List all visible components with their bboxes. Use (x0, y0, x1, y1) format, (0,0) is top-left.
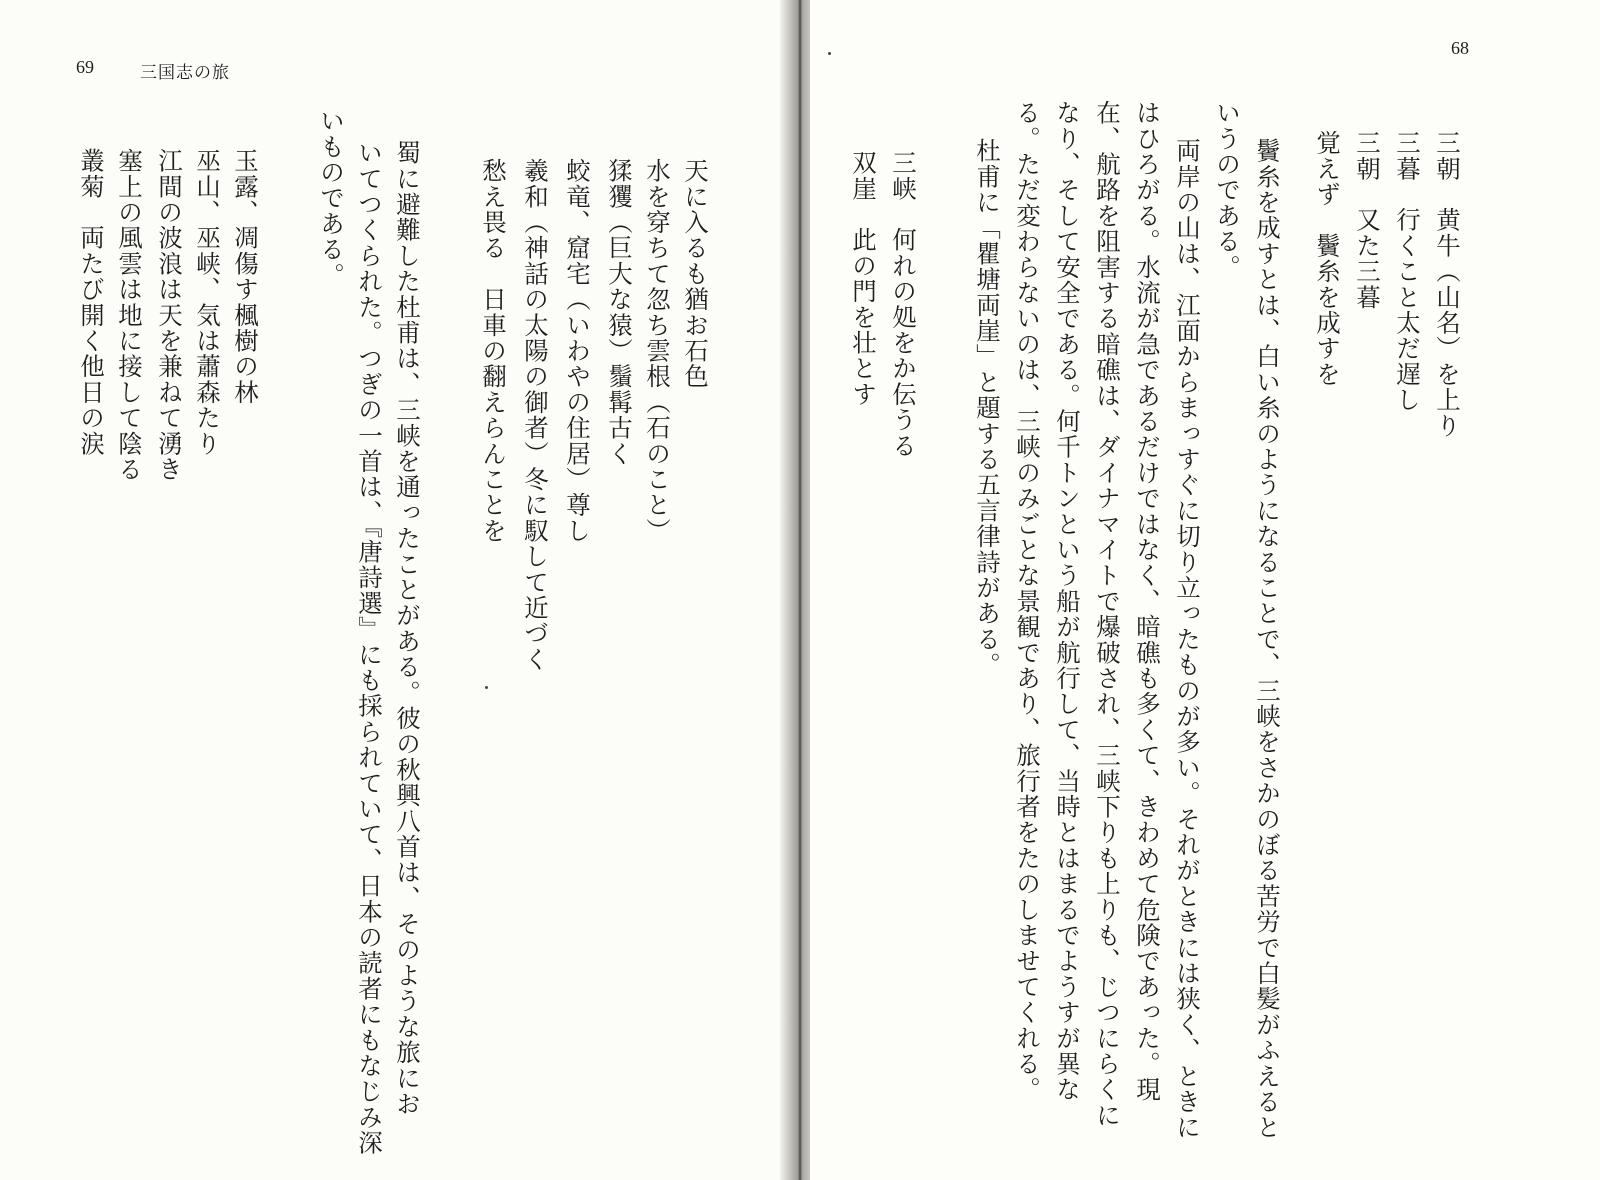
poem-line: 巫山、巫峡、気は蕭森たり (193, 148, 222, 457)
prose-line: 在、航路を阻害する暗礁は、ダイナマイトで爆破され、三峡下りも上りも、じつにらくに (1093, 100, 1122, 1128)
prose-line: なり、そして安全である。何千トンという船が航行して、当時とはまるでようすが異な (1053, 100, 1082, 1103)
speck (828, 52, 831, 55)
poem-line: 三朝 黄牛（山名）を上り (1433, 130, 1462, 439)
right-page (810, 0, 1600, 1180)
poem-line: 江間の波浪は天を兼ねて湧き (155, 148, 184, 483)
poem-line: 天に入るも猶お石色 (681, 158, 710, 390)
prose-line: はひろがる。水流が急であるだけではなく、暗礁も多くて、きわめて危険であった。現 (1133, 100, 1162, 1103)
poem-line: 塞上の風雲は地に接して陰る (115, 148, 144, 483)
poem-line: 愁え畏る 日車の翻えらんことを (479, 158, 508, 544)
prose-line: いてつくられた。つぎの一首は、『唐詩選』にも採られていて、日本の読者にもなじみ深 (355, 140, 384, 1156)
page-number: 69 (76, 57, 94, 77)
prose-line: 杜甫に「瞿塘両崖」と題する五言律詩がある。 (973, 138, 1002, 678)
prose-line: る。ただ変わらないのは、三峡のみごとな景観であり、旅行者をたのしませてくれる。 (1013, 100, 1042, 1103)
poem-line: 蛟竜、窟宅（いわやの住居）尊し (563, 158, 592, 544)
left-page (0, 0, 790, 1180)
page-number: 68 (1451, 38, 1469, 58)
running-head: 三国志の旅 (140, 63, 230, 83)
poem-line: 玉露、凋傷す楓樹の林 (231, 148, 260, 405)
prose-line: いうのである。 (1213, 100, 1242, 280)
prose-line: いものである。 (317, 108, 346, 288)
prose-line: 鬢糸を成すとは、白い糸のようになることで、三峡をさかのぼる苦労で白髪がふえると (1253, 138, 1282, 1141)
poem-line: 三暮 行くこと太だ遅し (1393, 130, 1422, 413)
poem-line: 覚えず 鬢糸を成すを (1313, 130, 1342, 387)
prose-line: 両岸の山は、江面からまっすぐに切り立ったものが多い。それがときには狭く、ときに (1173, 138, 1202, 1141)
poem-line: 水を穿ちて忽ち雲根（石のこと） (643, 158, 672, 544)
poem-line: 双崖 此の門を壮とす (849, 150, 878, 407)
poem-line: 三峡 何れの処をか伝うる (889, 150, 918, 459)
poem-line: 猱玃（巨大な猿）鬚髯古く (605, 158, 634, 467)
poem-line: 羲和（神話の太陽の御者）冬に馭して近づく (521, 158, 550, 672)
speck (485, 686, 488, 689)
poem-line: 叢菊 両たび開く他日の涙 (77, 148, 106, 457)
poem-line: 三朝 又た三暮 (1353, 130, 1382, 310)
prose-line: 蜀に避難した杜甫は、三峡を通ったことがある。彼の秋興八首は、そのような旅にお (393, 140, 422, 1117)
